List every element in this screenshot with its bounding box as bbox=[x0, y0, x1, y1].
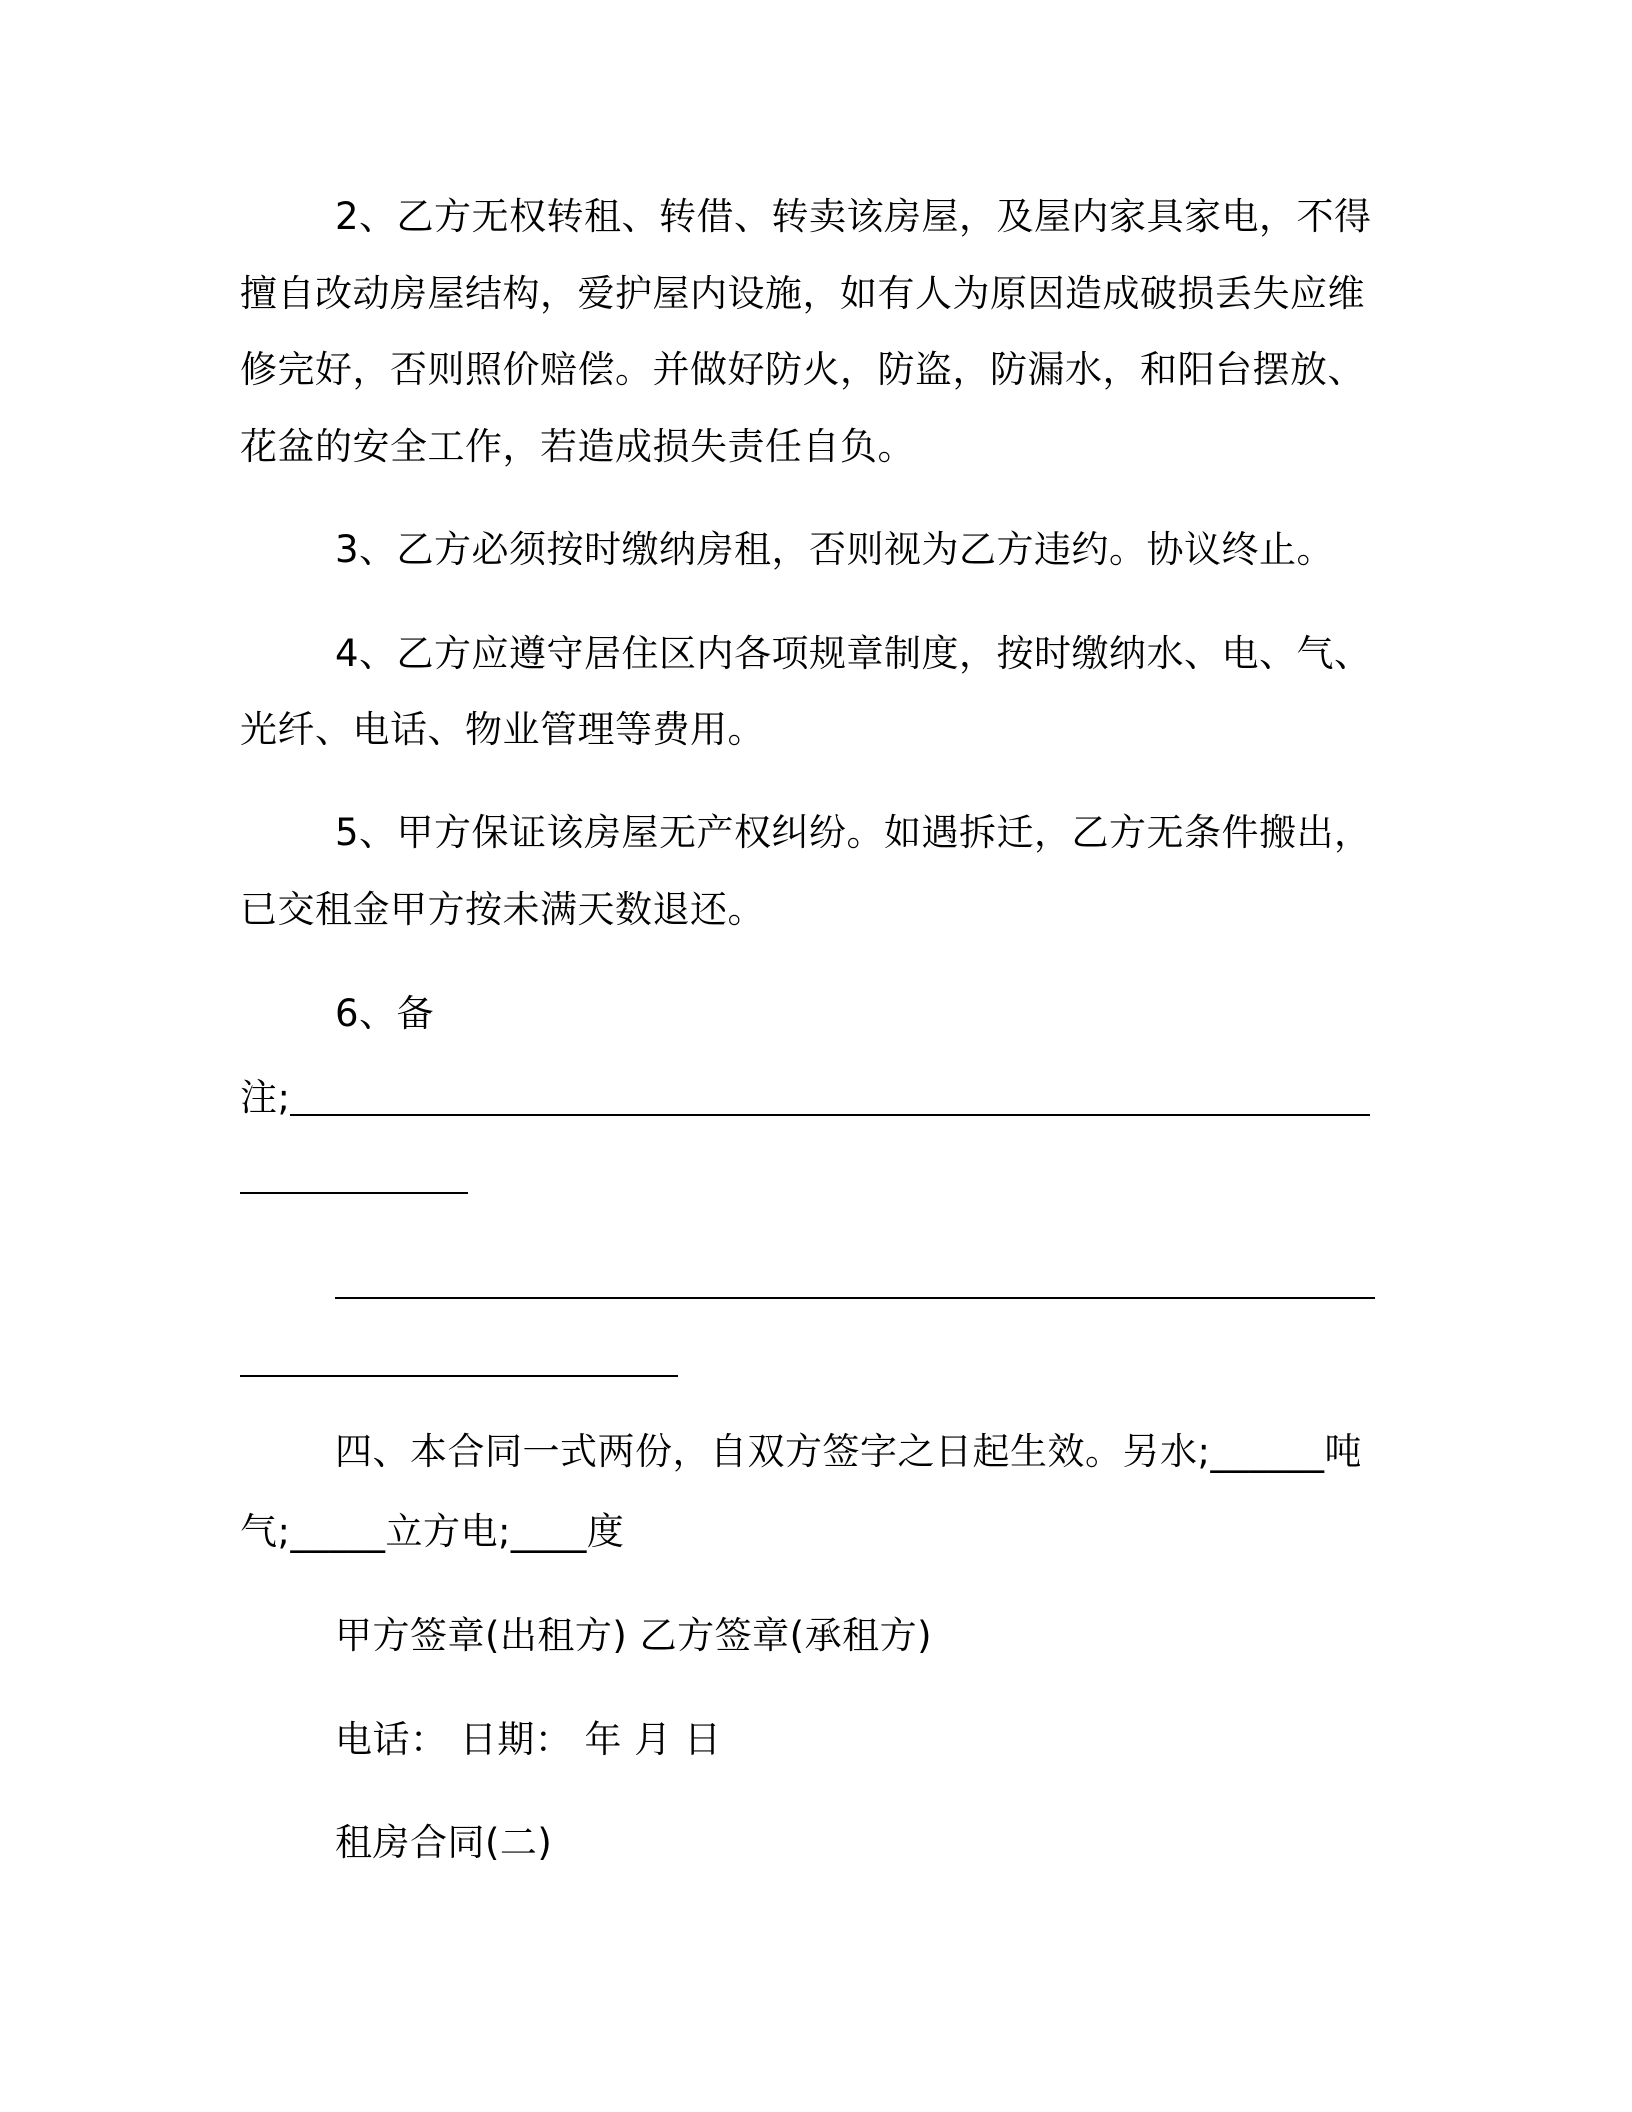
clause-3-line-1: 3、乙方必须按时缴纳房租，否则视为乙方违约。协议终止。 bbox=[335, 528, 1335, 571]
remark-blank-line-4 bbox=[240, 1375, 678, 1377]
signature-parties: 甲方签章(出租方) 乙方签章(承租方) bbox=[335, 1614, 933, 1657]
remark-blank-line-3 bbox=[335, 1297, 1375, 1299]
remark-blank-line-1 bbox=[290, 1114, 1370, 1116]
section-4-line-1: 四、本合同一式两份，自双方签字之日起生效。另水;______吨 bbox=[335, 1430, 1362, 1473]
clause-4-line-1: 4、乙方应遵守居住区内各项规章制度，按时缴纳水、电、气、 bbox=[335, 632, 1372, 675]
signature-contact-date: 电话： 日期： 年 月 日 bbox=[335, 1718, 722, 1761]
clause-4-line-2: 光纤、电话、物业管理等费用。 bbox=[240, 708, 765, 751]
clause-2-line-2: 擅自改动房屋结构，爱护屋内设施，如有人为原因造成破损丢失应维 bbox=[240, 272, 1365, 315]
clause-6-remark-label: 注; bbox=[240, 1076, 291, 1119]
clause-2-line-1: 2、乙方无权转租、转借、转卖该房屋，及屋内家具家电，不得 bbox=[335, 195, 1372, 238]
clause-2-line-3: 修完好，否则照价赔偿。并做好防火，防盗，防漏水，和阳台摆放、 bbox=[240, 348, 1365, 391]
clause-5-line-2: 已交租金甲方按未满天数退还。 bbox=[240, 888, 765, 931]
remark-blank-line-2 bbox=[240, 1192, 468, 1194]
next-contract-title: 租房合同(二) bbox=[335, 1821, 553, 1864]
clause-2-line-4: 花盆的安全工作，若造成损失责任自负。 bbox=[240, 425, 915, 468]
clause-5-line-1: 5、甲方保证该房屋无产权纠纷。如遇拆迁，乙方无条件搬出， bbox=[335, 811, 1372, 854]
clause-6-line-1: 6、备 bbox=[335, 992, 435, 1035]
section-4-line-2: 气;_____立方电;____度 bbox=[240, 1510, 625, 1553]
